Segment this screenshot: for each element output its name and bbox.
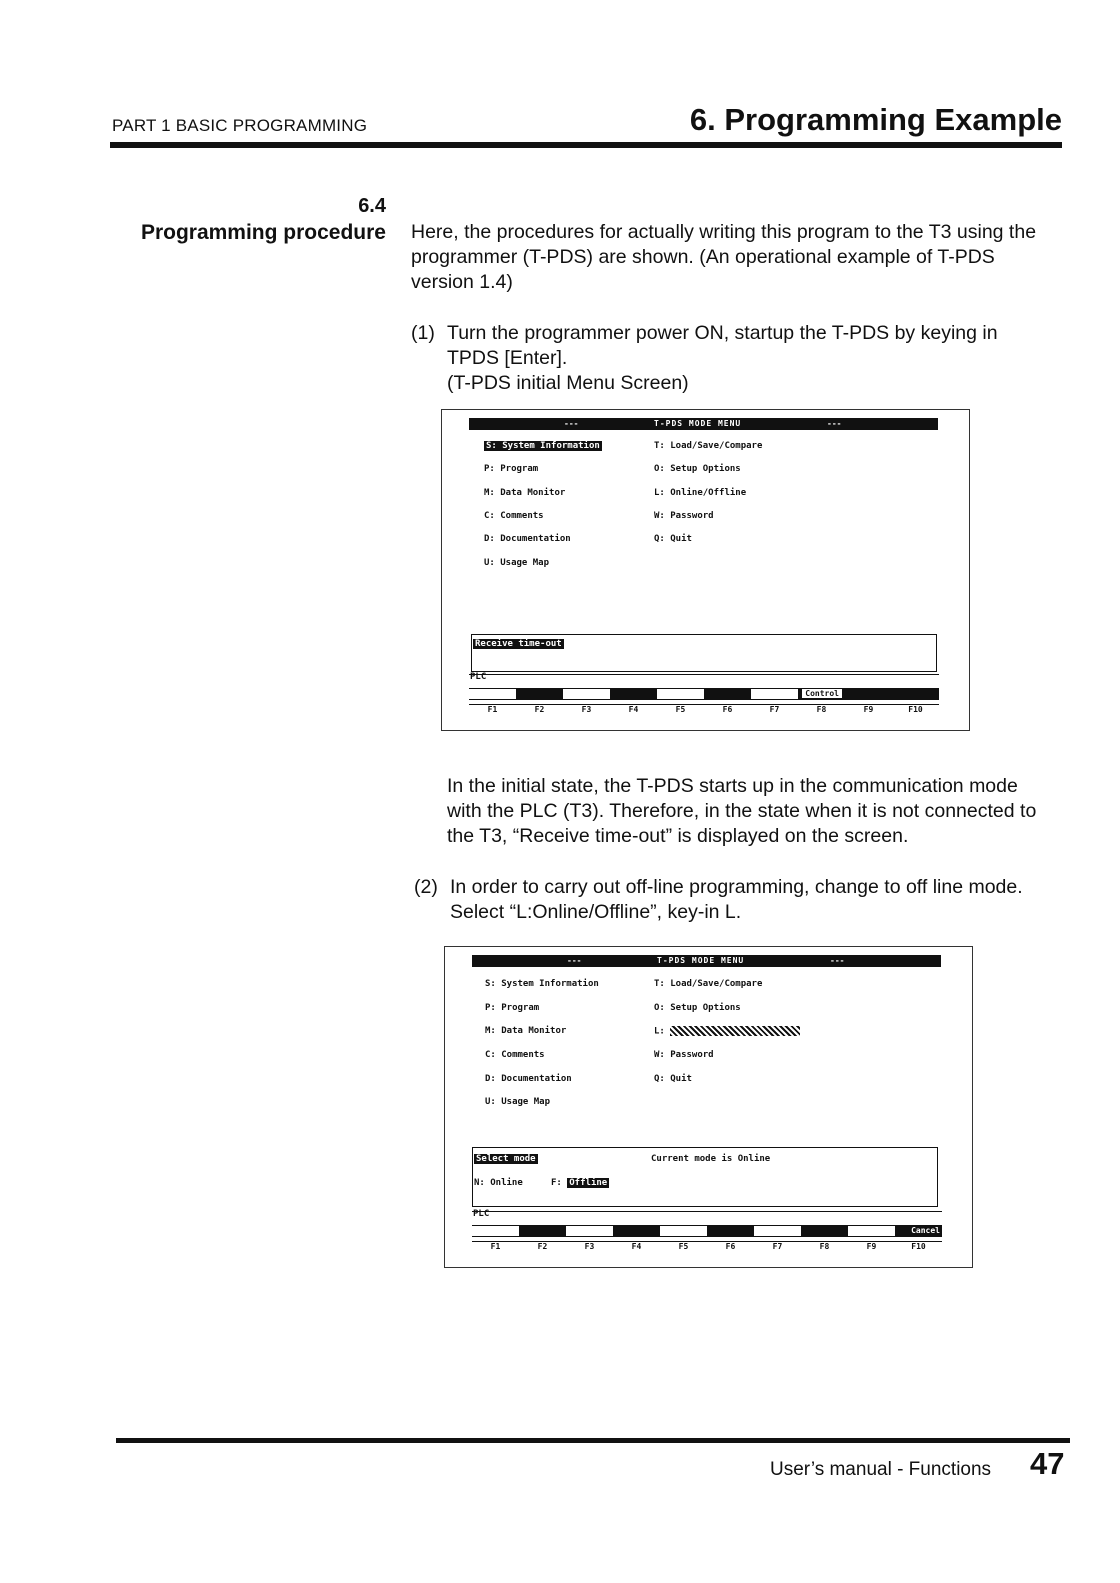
selection-hatch bbox=[670, 1026, 800, 1036]
option-online[interactable]: N: Online bbox=[474, 1178, 523, 1188]
menu-item-quit[interactable]: Q: Quit bbox=[654, 1074, 692, 1084]
fkey-label: F7 bbox=[772, 1242, 783, 1251]
menu-item-online-offline-selected[interactable]: L: bbox=[654, 1026, 800, 1037]
menu-item-online-offline[interactable]: L: Online/Offline bbox=[654, 488, 747, 498]
footer-rule bbox=[116, 1438, 1070, 1443]
plc-label: PLC bbox=[470, 672, 487, 682]
section-number: 6.4 bbox=[358, 195, 386, 217]
menu-item-setup-options[interactable]: O: Setup Options bbox=[654, 1003, 741, 1013]
fkey-slot-6[interactable] bbox=[707, 1225, 754, 1237]
menu-item-usage-map[interactable]: U: Usage Map bbox=[484, 558, 550, 568]
plc-label: PLC bbox=[473, 1209, 490, 1219]
message-box bbox=[471, 634, 937, 672]
step-1-number: (1) bbox=[411, 322, 435, 344]
function-key-bar bbox=[469, 688, 939, 700]
menu-item-program[interactable]: P: Program bbox=[485, 1003, 540, 1013]
fkey-slot-5[interactable] bbox=[660, 1225, 707, 1237]
running-header-part: PART 1 BASIC PROGRAMMING bbox=[112, 116, 368, 135]
function-key-labels bbox=[472, 1241, 942, 1251]
fkey-label: F4 bbox=[628, 705, 639, 714]
fkey-label: F5 bbox=[675, 705, 686, 714]
step-1-text: Turn the programmer power ON, startup the T-PDS by keying in TPDS [Enter]. bbox=[447, 322, 998, 369]
fkey-slot-7[interactable] bbox=[751, 688, 798, 700]
function-key-labels bbox=[469, 704, 939, 714]
step-2-text: In order to carry out off-line programming, change to off line mode. Select “L:Online/Offline”, key-in L. bbox=[450, 876, 1023, 923]
option-offline[interactable]: F: Offline bbox=[551, 1178, 608, 1188]
plc-rule bbox=[469, 674, 939, 675]
fkey-slot-2[interactable] bbox=[516, 688, 563, 700]
menu-item-password[interactable]: W: Password bbox=[654, 511, 714, 521]
fkey-label: F8 bbox=[819, 1242, 830, 1251]
menu-item-comments[interactable]: C: Comments bbox=[485, 1050, 545, 1060]
step-2 bbox=[414, 875, 1054, 925]
fkey-slot-9[interactable] bbox=[848, 1225, 895, 1237]
fkey-label: F9 bbox=[863, 705, 874, 714]
fkey-slot-3[interactable] bbox=[566, 1225, 613, 1237]
fkey-label: F3 bbox=[581, 705, 592, 714]
fkey-label: F2 bbox=[537, 1242, 548, 1251]
fkey-label: F1 bbox=[487, 705, 498, 714]
menu-item-setup-options[interactable]: O: Setup Options bbox=[654, 464, 741, 474]
menu-title-bar bbox=[469, 418, 938, 430]
fkey-label: F4 bbox=[631, 1242, 642, 1251]
fkey-slot-4[interactable] bbox=[610, 688, 657, 700]
fkey-slot-6[interactable] bbox=[704, 688, 751, 700]
page-number: 47 bbox=[1030, 1446, 1065, 1481]
fkey-label: F2 bbox=[534, 705, 545, 714]
menu-title: T-PDS MODE MENU bbox=[654, 419, 742, 428]
menu-item-data-monitor[interactable]: M: Data Monitor bbox=[485, 1026, 567, 1036]
menu-item-system-information[interactable]: S: System Information bbox=[485, 979, 599, 989]
title-dots-right: --- bbox=[827, 419, 842, 428]
function-key-bar bbox=[472, 1225, 942, 1237]
fkey-label: F10 bbox=[911, 1242, 926, 1251]
title-dots-right: --- bbox=[830, 956, 845, 965]
fkey-slot-8-control[interactable]: Control bbox=[798, 688, 845, 700]
current-mode-text: Current mode is Online bbox=[651, 1154, 771, 1164]
fkey-label: F1 bbox=[490, 1242, 501, 1251]
fkey-slot-3[interactable] bbox=[563, 688, 610, 700]
menu-item-program[interactable]: P: Program bbox=[484, 464, 539, 474]
fkey-label: F9 bbox=[866, 1242, 877, 1251]
running-header-chapter: 6. Programming Example bbox=[689, 102, 1062, 137]
fkey-slot-10-cancel[interactable]: Cancel bbox=[895, 1225, 942, 1237]
fkey-label: F8 bbox=[816, 705, 827, 714]
title-dots-left: --- bbox=[567, 956, 582, 965]
fkey-label: F5 bbox=[678, 1242, 689, 1251]
screenshot-select-mode bbox=[444, 946, 973, 1268]
fkey-slot-2[interactable] bbox=[519, 1225, 566, 1237]
menu-item-system-information[interactable]: S: System Information bbox=[486, 441, 600, 451]
menu-item-documentation[interactable]: D: Documentation bbox=[485, 1074, 572, 1084]
plc-rule bbox=[472, 1211, 942, 1212]
menu-title-bar bbox=[472, 955, 941, 967]
menu-item-comments[interactable]: C: Comments bbox=[484, 511, 544, 521]
fkey-slot-9[interactable] bbox=[845, 688, 892, 700]
menu-item-password[interactable]: W: Password bbox=[654, 1050, 714, 1060]
step-1-caption: (T-PDS initial Menu Screen) bbox=[447, 372, 689, 394]
fkey-slot-7[interactable] bbox=[754, 1225, 801, 1237]
fkey-label: F6 bbox=[722, 705, 733, 714]
select-mode-title: Select mode bbox=[476, 1154, 536, 1164]
menu-item-load-save-compare[interactable]: T: Load/Save/Compare bbox=[654, 441, 763, 451]
section-title: Programming procedure bbox=[140, 221, 386, 244]
fkey-label: F6 bbox=[725, 1242, 736, 1251]
header-rule bbox=[110, 142, 1062, 148]
fkey-label: F7 bbox=[769, 705, 780, 714]
fkey-label: F10 bbox=[908, 705, 923, 714]
fkey-slot-10[interactable] bbox=[892, 688, 939, 700]
message-text: Receive time-out bbox=[475, 639, 562, 649]
screenshot-initial-menu bbox=[441, 409, 970, 731]
intro-paragraph: Here, the procedures for actually writing this program to the T3 using the programmer (T-PDS) are shown. (An operational example of T-PDS version 1.4) bbox=[411, 221, 1037, 293]
menu-title: T-PDS MODE MENU bbox=[657, 956, 745, 965]
step-2-number: (2) bbox=[414, 876, 438, 898]
fkey-slot-5[interactable] bbox=[657, 688, 704, 700]
step-1 bbox=[411, 321, 1051, 396]
menu-item-load-save-compare[interactable]: T: Load/Save/Compare bbox=[654, 979, 763, 989]
select-mode-box bbox=[472, 1147, 938, 1207]
menu-item-usage-map[interactable]: U: Usage Map bbox=[485, 1097, 551, 1107]
menu-item-data-monitor[interactable]: M: Data Monitor bbox=[484, 488, 566, 498]
footer-manual-title: User’s manual - Functions bbox=[770, 1459, 992, 1480]
explanation-paragraph: In the initial state, the T-PDS starts up in the communication mode with the PLC (T3). Therefore, in the state when it is not connected to the T3, “Receive time-out” is displayed on the screen. bbox=[447, 775, 1037, 847]
fkey-label: F3 bbox=[584, 1242, 595, 1251]
fkey-slot-1[interactable] bbox=[469, 688, 516, 700]
menu-item-quit[interactable]: Q: Quit bbox=[654, 534, 692, 544]
menu-item-documentation[interactable]: D: Documentation bbox=[484, 534, 571, 544]
fkey-slot-8[interactable] bbox=[801, 1225, 848, 1237]
fkey-slot-4[interactable] bbox=[613, 1225, 660, 1237]
title-dots-left: --- bbox=[564, 419, 579, 428]
fkey-slot-1[interactable] bbox=[472, 1225, 519, 1237]
